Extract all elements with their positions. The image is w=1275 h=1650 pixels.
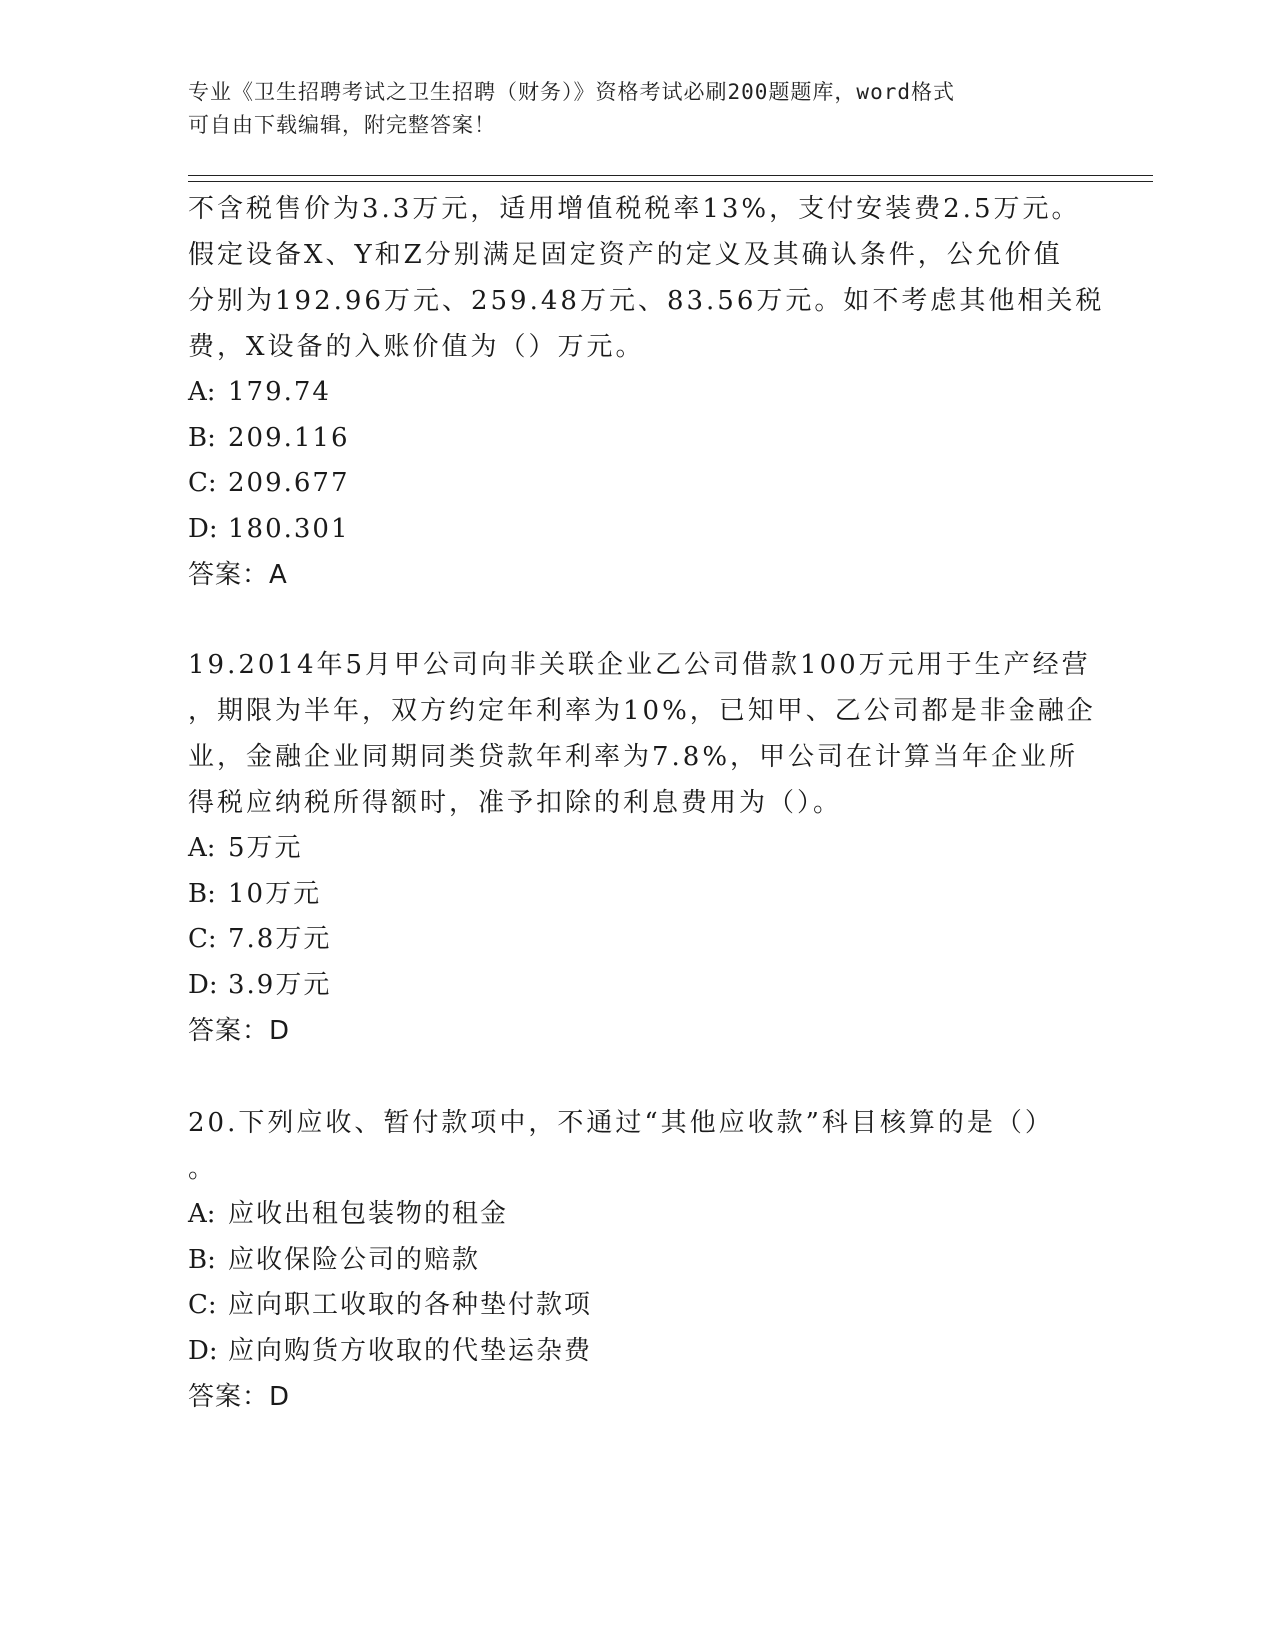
- question-18: [188, 186, 1105, 598]
- option-key: C:: [188, 468, 217, 498]
- option-c: [188, 1283, 1088, 1329]
- header-line-2: 可自由下载编辑，附完整答案！: [188, 113, 496, 137]
- option-text: 179.74: [228, 377, 331, 407]
- question-text-line: 19.2014年5月甲公司向非关联企业乙公司借款100万元用于生产经营: [188, 650, 1091, 680]
- option-text: 应收出租包装物的租金: [228, 1199, 509, 1229]
- option-text: 3.9万元: [228, 969, 332, 1000]
- question-19: [188, 642, 1096, 1054]
- answer-line: 答案：A: [188, 560, 288, 590]
- option-key: B:: [188, 878, 216, 909]
- option-key: B:: [188, 1244, 216, 1275]
- option-b: [188, 872, 1088, 918]
- question-text-line: 费，X设备的入账价值为（）万元。: [188, 332, 645, 362]
- option-d: [188, 1329, 1088, 1375]
- option-text: 应向职工收取的各种垫付款项: [228, 1290, 593, 1320]
- option-c: [188, 917, 1088, 963]
- header-line-1: 专业《卫生招聘考试之卫生招聘（财务）》资格考试必刷200题题库，word格式: [188, 80, 955, 104]
- question-20: [188, 1100, 1088, 1420]
- option-a: [188, 826, 1088, 872]
- option-text: 应向购货方收取的代垫运杂费: [228, 1335, 593, 1366]
- question-text-line: 分别为192.96万元、259.48万元、83.56万元。如不考虑其他相关税: [188, 286, 1105, 316]
- answer-line: 答案：D: [188, 1016, 291, 1046]
- question-text-line: 20.下列应收、暂付款项中，不通过“其他应收款”科目核算的是（）: [188, 1108, 1054, 1138]
- option-text: 180.301: [228, 513, 350, 544]
- option-text: 7.8万元: [228, 924, 332, 954]
- option-text: 209.677: [228, 468, 350, 498]
- option-text: 209.116: [228, 422, 350, 453]
- question-text-line: 不含税售价为3.3万元，适用增值税税率13%，支付安装费2.5万元。: [188, 194, 1081, 224]
- option-d: [188, 507, 1088, 553]
- option-text: 10万元: [228, 878, 322, 909]
- option-text: 应收保险公司的赔款: [228, 1244, 481, 1275]
- option-key: B:: [188, 422, 216, 453]
- option-d: [188, 963, 1088, 1009]
- header-divider-top: [188, 175, 1153, 176]
- option-key: C:: [188, 1290, 217, 1320]
- header-divider-bottom: [188, 181, 1153, 182]
- option-a: [188, 1192, 1088, 1238]
- option-key: A:: [188, 1199, 216, 1229]
- question-text-line: 得税应纳税所得额时，准予扣除的利息费用为（）。: [188, 788, 843, 818]
- question-text-line: ，期限为半年，双方约定年利率为10%，已知甲、乙公司都是非金融企: [188, 696, 1096, 726]
- option-key: A:: [188, 833, 216, 863]
- option-key: C:: [188, 924, 217, 954]
- option-key: D:: [188, 1335, 218, 1366]
- option-key: D:: [188, 513, 218, 544]
- option-b: [188, 416, 1088, 462]
- option-a: [188, 370, 1088, 416]
- answer-line: 答案：D: [188, 1382, 291, 1412]
- option-key: A:: [188, 377, 216, 407]
- option-b: [188, 1238, 1088, 1284]
- option-c: [188, 461, 1088, 507]
- question-text-line: 假定设备X、Y和Z分别满足固定资产的定义及其确认条件，公允价值: [188, 240, 1063, 270]
- question-text-line: 。: [188, 1154, 218, 1184]
- option-text: 5万元: [228, 833, 303, 863]
- question-text-line: 业，金融企业同期同类贷款年利率为7.8%，甲公司在计算当年企业所: [188, 742, 1079, 772]
- option-key: D:: [188, 969, 218, 1000]
- document-header: [188, 76, 1088, 142]
